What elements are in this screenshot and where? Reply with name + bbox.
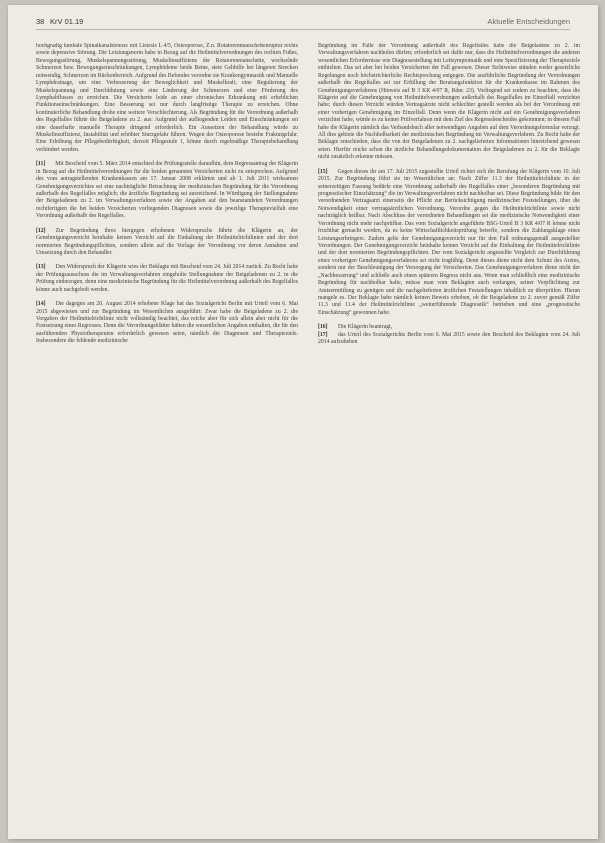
left-column: [36, 43, 298, 827]
paragraph: [36, 264, 298, 294]
paragraph-number: [12]: [36, 227, 46, 234]
paragraph-number: [15]: [318, 168, 328, 175]
paragraph-number: [16]: [318, 324, 328, 331]
paragraph: [36, 43, 298, 154]
paragraph-text: Mit Bescheid vom 5. März 2014 entschied die Prüfungsstelle daraufhin, dem Regressantrag der Klägerin in Bezug auf die Heilmittelverordnungen für die beiden genannten Versicherten nicht zu entsprechen. Aufgrund des vom antragstellenden Krankenkassen am 17. Januar 2008 erklärten und ab 1. Juli 2011 wirksamen Genehmigungsverzichtes sei eine nachträgliche Betrachtung der medizinischen Begründung für die Verordnung außerhalb des Regelfalles möglich; die ärztliche Begründung sei ausreichend. In Würdigung der Stellungnahme der Beigeladenen zu 2. im Verwaltungsverfahren sowie der Angaben auf den beanstandeten Verordnungen rechtfertigten die bei beiden Versicherten vorliegenden Diagnosen sowie die jeweilige Therapievielfalt eine Verordnung außerhalb des Regelfalles.: [36, 161, 298, 220]
paragraph-text: Die dagegen am 20. August 2014 erhobene Klage hat das Sozialgericht Berlin mit Urteil vom 6. Mai 2015 abgewiesen und zur Begründung im Wesentlichen ausgeführt: Zwar habe die Beigeladene zu 2. die Vorgaben der Heilmittelrichtlinie nicht vollständig beachtet, das reiche aber für sich allein aber nicht für die Festsetzung eines Regresses. Denn die Verordnungsblätter hätten die wesentlichen Angaben enthalten, die für den ausführenden Physiotherapeuten erforderlich gewesen seien, nämlich die Diagnosen und Therapieziele. Insbesondere die fehlende medizinische: [36, 301, 298, 345]
paragraph: [36, 228, 298, 258]
page-number: 38: [36, 17, 45, 26]
page-header: [36, 17, 570, 39]
paragraph-number: [14]: [36, 301, 46, 308]
header-rule: [36, 29, 570, 30]
right-column: [318, 43, 580, 827]
paragraph: [36, 161, 298, 220]
journal-name: KrV 01.19: [50, 17, 84, 26]
section-title: Aktuelle Entscheidungen: [487, 17, 570, 26]
paragraph-text: Den Widerspruch der Klägerin wies der Beklagte mit Bescheid vom 24. Juli 2014 zurück. Zu Recht habe der Prüfungsausschuss die im Verwaltungsverfahren eingeholte Stellungnahme der Beigeladenen zu 2. in die Prüfung einbezogen, denn eine medizinische Begründung für die Heilmittelverordnung außerhalb des Regelfalles könne auch nachgeholt werden.: [36, 264, 298, 293]
paragraph: [318, 43, 580, 162]
paragraph-text: das Urteil des Sozialgerichts Berlin vom 6. Mai 2015 sowie den Bescheid des Beklagten vom 24. Juli 2014 aufzuheben: [318, 331, 580, 346]
paragraph-text: hochgradig lumbale Spinalkanalstenose mit Listesis L 4/5, Osteoporose, Z.n. Rotatorenmanschettenruptur rechts sowie depressive Störung. Die Leistungsnorm habe in Bezug auf die Heilmittelverordnungen des rechten Fußes, Bewegungsstörung, Muskelspannungsstörung, Muskelinsuffizienz der Rotatorenmanschette, wechselnde Schmerzen bzw. Bewegungseinschränkungen, Lymphödeme beide Beine, stete Gehhilfe bei längeren Strecken notwendig, Schmerzen im Rückenbereich. Aufgrund des Befundes verordne sie Krankengymnastik und Manuelle Lymphdrainage, um eine Verbesserung der Beweglichkeit und Muskelkraft, eine Regulierung der Muskelspannung und Durchblutung sowie eine Linderung der Schmerzen und eine Förderung des Lymphabflusses zu erreichen. Die Versicherte leide an einer chronischen Erkrankung mit erheblichen Funktionseinschränkungen. Eine Besserung sei nur durch langfristige Therapie zu erreichen. Ohne kontinuierliche Behandlung drohe eine weitere Verschlechterung. Als Begründung für die Verordnung außerhalb des Regelfalles führte die Beigeladene zu 2. aus: Aufgrund der aufliegenden Leiden und Einschränkungen sei eine dauerhafte manuelle Therapie dringend erforderlich. Ein Aussetzen der Behandlung würde zu Muskelinsuffizienz, Instabilität und erhöhter Sturzgefahr führen. Wegen der Osteoporose bestehe Frakturgefahr. Eine Erhöhung der Pflegebedürftigkeit, derzeit Pflegestufe 1, könne durch regelmäßige Therapiebehandlung verhindert werden.: [36, 43, 298, 153]
paragraph: [318, 332, 580, 347]
paragraph: [36, 301, 298, 346]
paragraph-number: [13]: [36, 264, 46, 271]
paragraph-text: Gegen dieses ihr am 17. Juli 2015 zugestellte Urteil richtet sich die Berufung der Klägerin vom 10. Juli 2015. Zur Begründung führt sie im Wesentlichen an: Nach Ziffer 11.3 der Heilmittelrichtlinie in der seinerzeitigen Fassung bedürfe eine Verordnung außerhalb des Regelfalles einer „besonderen Begründung mit prognostischer Einschätzung“ die im Verwaltungsverfahren nicht nachholbar sei. Diese Begründung bilde für den verordnenden Vertragsarzt einerseits die Pflicht zur Berücksichtigung medizinischer Feststellungen, über die Notwendigkeit einer vertragsärztlichen Verordnung. Verordne gegen die Heilmittelrichtlinie sowie nicht nachträglich heilbar. Nach Abschluss der verordneten Behandlungen sei die medizinische Notwendigkeit einer Verordnung nicht mehr nachprüfbar. Das vom Sozialgericht angeführte BSG-Urteil B 3 KR 4/07 R könne nicht fruchtbar gemacht werden, da es keine Wirtschaftlichkeitsprüfung betreffe, sondern die Zahlungsklage eines Leistungserbringers. Zudem gelte der Genehmigungsverzicht nur für den Fall ordnungsgemäß ausgestellter Verordnungen. Der Genehmigungsverzicht beinhalte keinen Verzicht auf die Einhaltung der Heilmittelrichtlinie und der dort normierten Begründungspflichten. Der vom Sozialgericht angestellte Vergleich zur Durchführung eines vorherigen Genehmigungsverfahrens sei nicht tragfähig. Denn dieses diene nicht dem Schutz des Arztes, sondern nur der Beschleunigung der Versorgung der Versicherten. Das Genehmigungsverfahren diene nicht der „Nachbesserung“ und schließe auch einen späteren Regress nicht aus. Wenn man schließlich eine medizinische Begründung für nachholbar halte, müsse man vom Beklagten auch verlangen, seiner Verpflichtung zur Amtsermittlung zu genügen und die nachgelieferten ärztlichen Feststellungen inhaltlich zu überprüfen. Hieran mangele es. Der Beklagte habe nämlich keinen Beweis erhoben, ob die Beigeladene zu 2. zuvor gemäß Ziffer 11.3 und 11.4 der Heilmittelrichtlinie „weiterführende Diagnostik“ betrieben und eine „prognostische Einschätzung“ gewonnen habe.: [318, 168, 580, 316]
paragraph-text: Begründung im Falle der Verordnung außerhalb des Regelfalles habe die Beigeladene zu 2. im Verwaltungsverfahren nachholen dürfen; erforderlich sei dafür nur, dass die Heilmittelverordnungen die anderen wesentlichen Erfordernisse wie Diagnosestellung mit Leitsymptomatik und eine Spezifizierung der Therapieziele enthielten. Das sei aber bei beiden Versicherten der Fall gewesen. Dieser Sichtweise stünden weder gesetzliche Regelungen noch höchstrichterliche Rechtsprechung entgegen. Die ausführliche Begründung der Verordnungen außerhalb des Regelfalles sei zur Erfüllung der Beratungsfunktion für die Krankenkasse im Rahmen des Genehmigungsverfahrens (Hinweis auf B 3 KR 4/07 R, Rdnr. 23). Vorliegend sei zudem zu beachten, dass die Klägerin auf die Genehmigung von Heilmittelverordnungen außerhalb des Regelfalles im Einzelfall verzichtet habe; durch diesen Verzicht würden Vertragsärzte nicht schlechter gestellt werden als bei der Verordnung mit einer vorherigen Genehmigung im Einzelfall. Denn wenn die Klägerin nicht auf ein Genehmigungsverfahren verzichtet habe, würde es zu keiner Prüfverfahren mit dem Ziel des Regressbescheides gekommen; in diesem Fall habe die Klägerin nämlich das Verbandsbuch aller notwendigen Angaben auf dem Verordnungsformular verzugt. All dies gebiete die Nachholbarkeit der medizinischen Begründung im Verwaltungsverfahren. Zu Recht habe der Beklagte entschieden, dass die von der Beigeladenen zu 2. nachgelieferten Informationen hinreichend gewesen seien. Hierfür reiche schon die ärztliche Behandlungsdokumentation der Beigeladenen zu 2. für die Beklagte nicht zusätzlich erkenne müssen.: [318, 43, 580, 161]
paragraph-number: [11]: [36, 161, 46, 168]
paragraph-text: Die Klägerin beantragt,: [338, 324, 393, 331]
paragraph-text: Zur Begründung ihres hiergegen erhobenen Widerspruchs führte die Klägerin an, der Genehmigungsverzicht beinhalte keinen Verzicht auf die Einhaltung der Heilmittelrichtlinien und der dort normierten Begründungspflichten, sondern allein auf die Vorlage der Verordnung vor deren Annahme und Umsetzung durch den Behandler.: [36, 227, 298, 256]
paragraph-number: [17]: [318, 331, 328, 338]
document-page: [8, 5, 598, 839]
paragraph: [318, 169, 580, 317]
paragraph: [318, 324, 580, 331]
